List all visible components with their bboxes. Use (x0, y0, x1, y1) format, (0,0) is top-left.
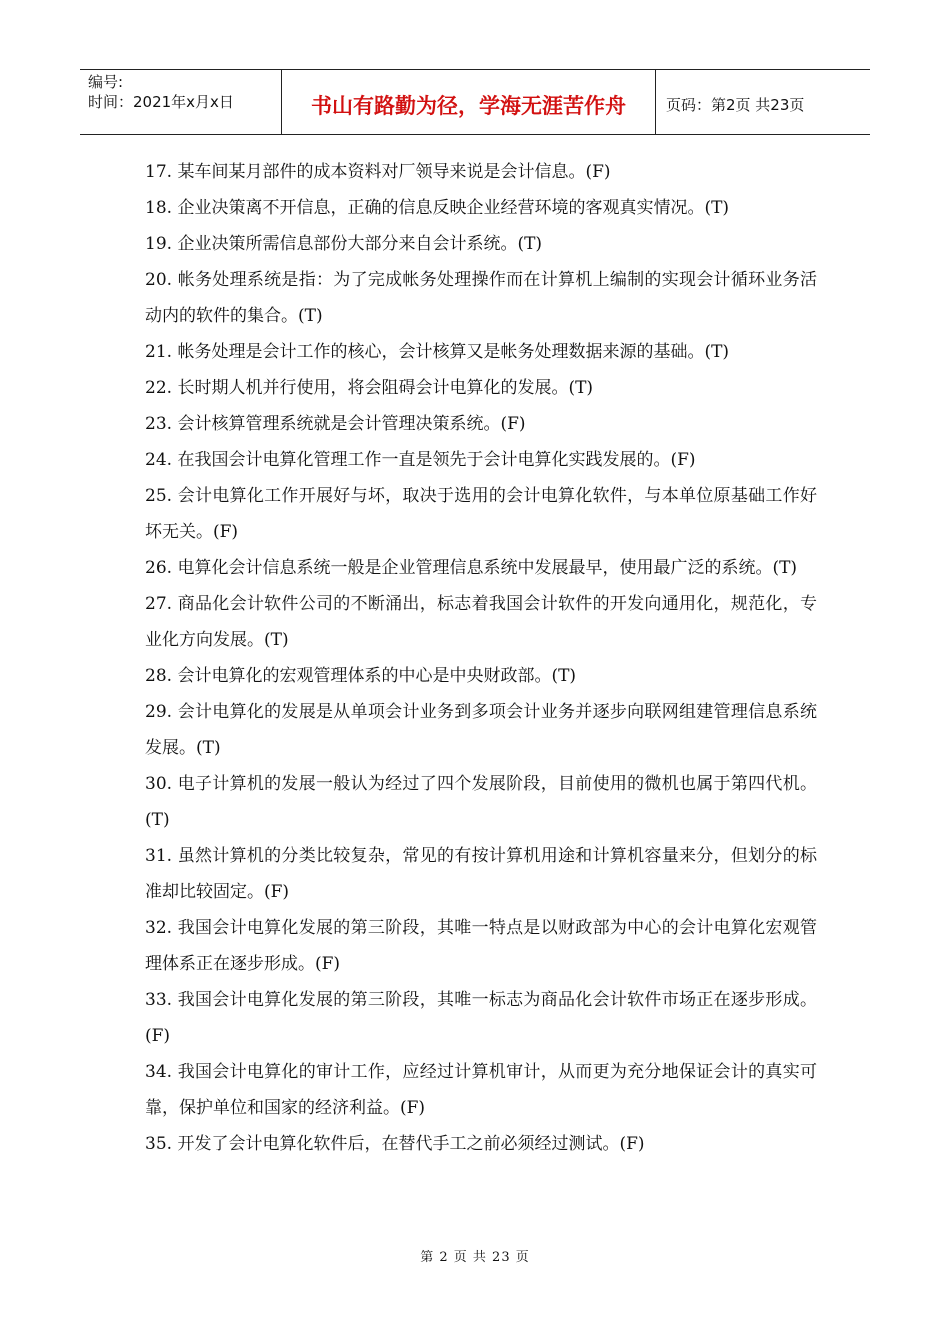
page-header (80, 69, 870, 135)
header-page-info: 页码：第2页 共23页 (666, 95, 805, 114)
question-item: 22. 长时期人机并行使用，将会阻碍会计电算化的发展。(T) (145, 378, 594, 398)
header-motto: 书山有路勤为径，学海无涯苦作舟 (282, 70, 656, 134)
question-item: 17. 某车间某月部件的成本资料对厂领导来说是会计信息。(F) (145, 162, 611, 182)
question-item: 20. 帐务处理系统是指：为了完成帐务处理操作而在计算机上编制的实现会计循环业务活动内的软件的集合。(T) (145, 270, 817, 326)
question-item: 29. 会计电算化的发展是从单项会计业务到多项会计业务并逐步向联网组建管理信息系统发展。(T) (145, 702, 817, 758)
question-item: 35. 开发了会计电算化软件后，在替代手工之前必须经过测试。(F) (145, 1134, 645, 1154)
header-meta (80, 70, 282, 134)
question-item: 25. 会计电算化工作开展好与坏，取决于选用的会计电算化软件，与本单位原基础工作好坏无关。(F) (145, 486, 817, 542)
question-item: 33. 我国会计电算化发展的第三阶段，其唯一标志为商品化会计软件市场正在逐步形成。(F) (145, 990, 817, 1046)
question-item: 31. 虽然计算机的分类比较复杂，常见的有按计算机用途和计算机容量来分，但划分的标准却比较固定。(F) (145, 846, 817, 902)
question-item: 32. 我国会计电算化发展的第三阶段，其唯一特点是以财政部为中心的会计电算化宏观管理体系正在逐步形成。(F) (145, 918, 817, 974)
question-item: 18. 企业决策离不开信息，正确的信息反映企业经营环境的客观真实情况。(T) (145, 198, 730, 218)
question-item: 23. 会计核算管理系统就是会计管理决策系统。(F) (145, 414, 526, 434)
question-item: 19. 企业决策所需信息部份大部分来自会计系统。(T) (145, 234, 543, 254)
question-item: 28. 会计电算化的宏观管理体系的中心是中央财政部。(T) (145, 666, 577, 686)
question-item: 27. 商品化会计软件公司的不断涌出，标志着我国会计软件的开发向通用化，规范化，专业化方向发展。(T) (145, 594, 817, 650)
question-list (145, 154, 817, 1162)
question-item: 34. 我国会计电算化的审计工作，应经过计算机审计，从而更为充分地保证会计的真实可靠，保护单位和国家的经济利益。(F) (145, 1062, 817, 1118)
page-footer: 第 2 页 共 23 页 (420, 1250, 530, 1265)
question-item: 26. 电算化会计信息系统一般是企业管理信息系统中发展最早，使用最广泛的系统。(T) (145, 558, 798, 578)
question-item: 24. 在我国会计电算化管理工作一直是领先于会计电算化实践发展的。(F) (145, 450, 696, 470)
question-item: 21. 帐务处理是会计工作的核心，会计核算又是帐务处理数据来源的基础。(T) (145, 342, 730, 362)
question-item: 30. 电子计算机的发展一般认为经过了四个发展阶段，目前使用的微机也属于第四代机。(T) (145, 774, 817, 830)
document-number-label: 编号: (88, 73, 124, 91)
document-time-label: 时间：2021年x月x日 (88, 93, 234, 111)
